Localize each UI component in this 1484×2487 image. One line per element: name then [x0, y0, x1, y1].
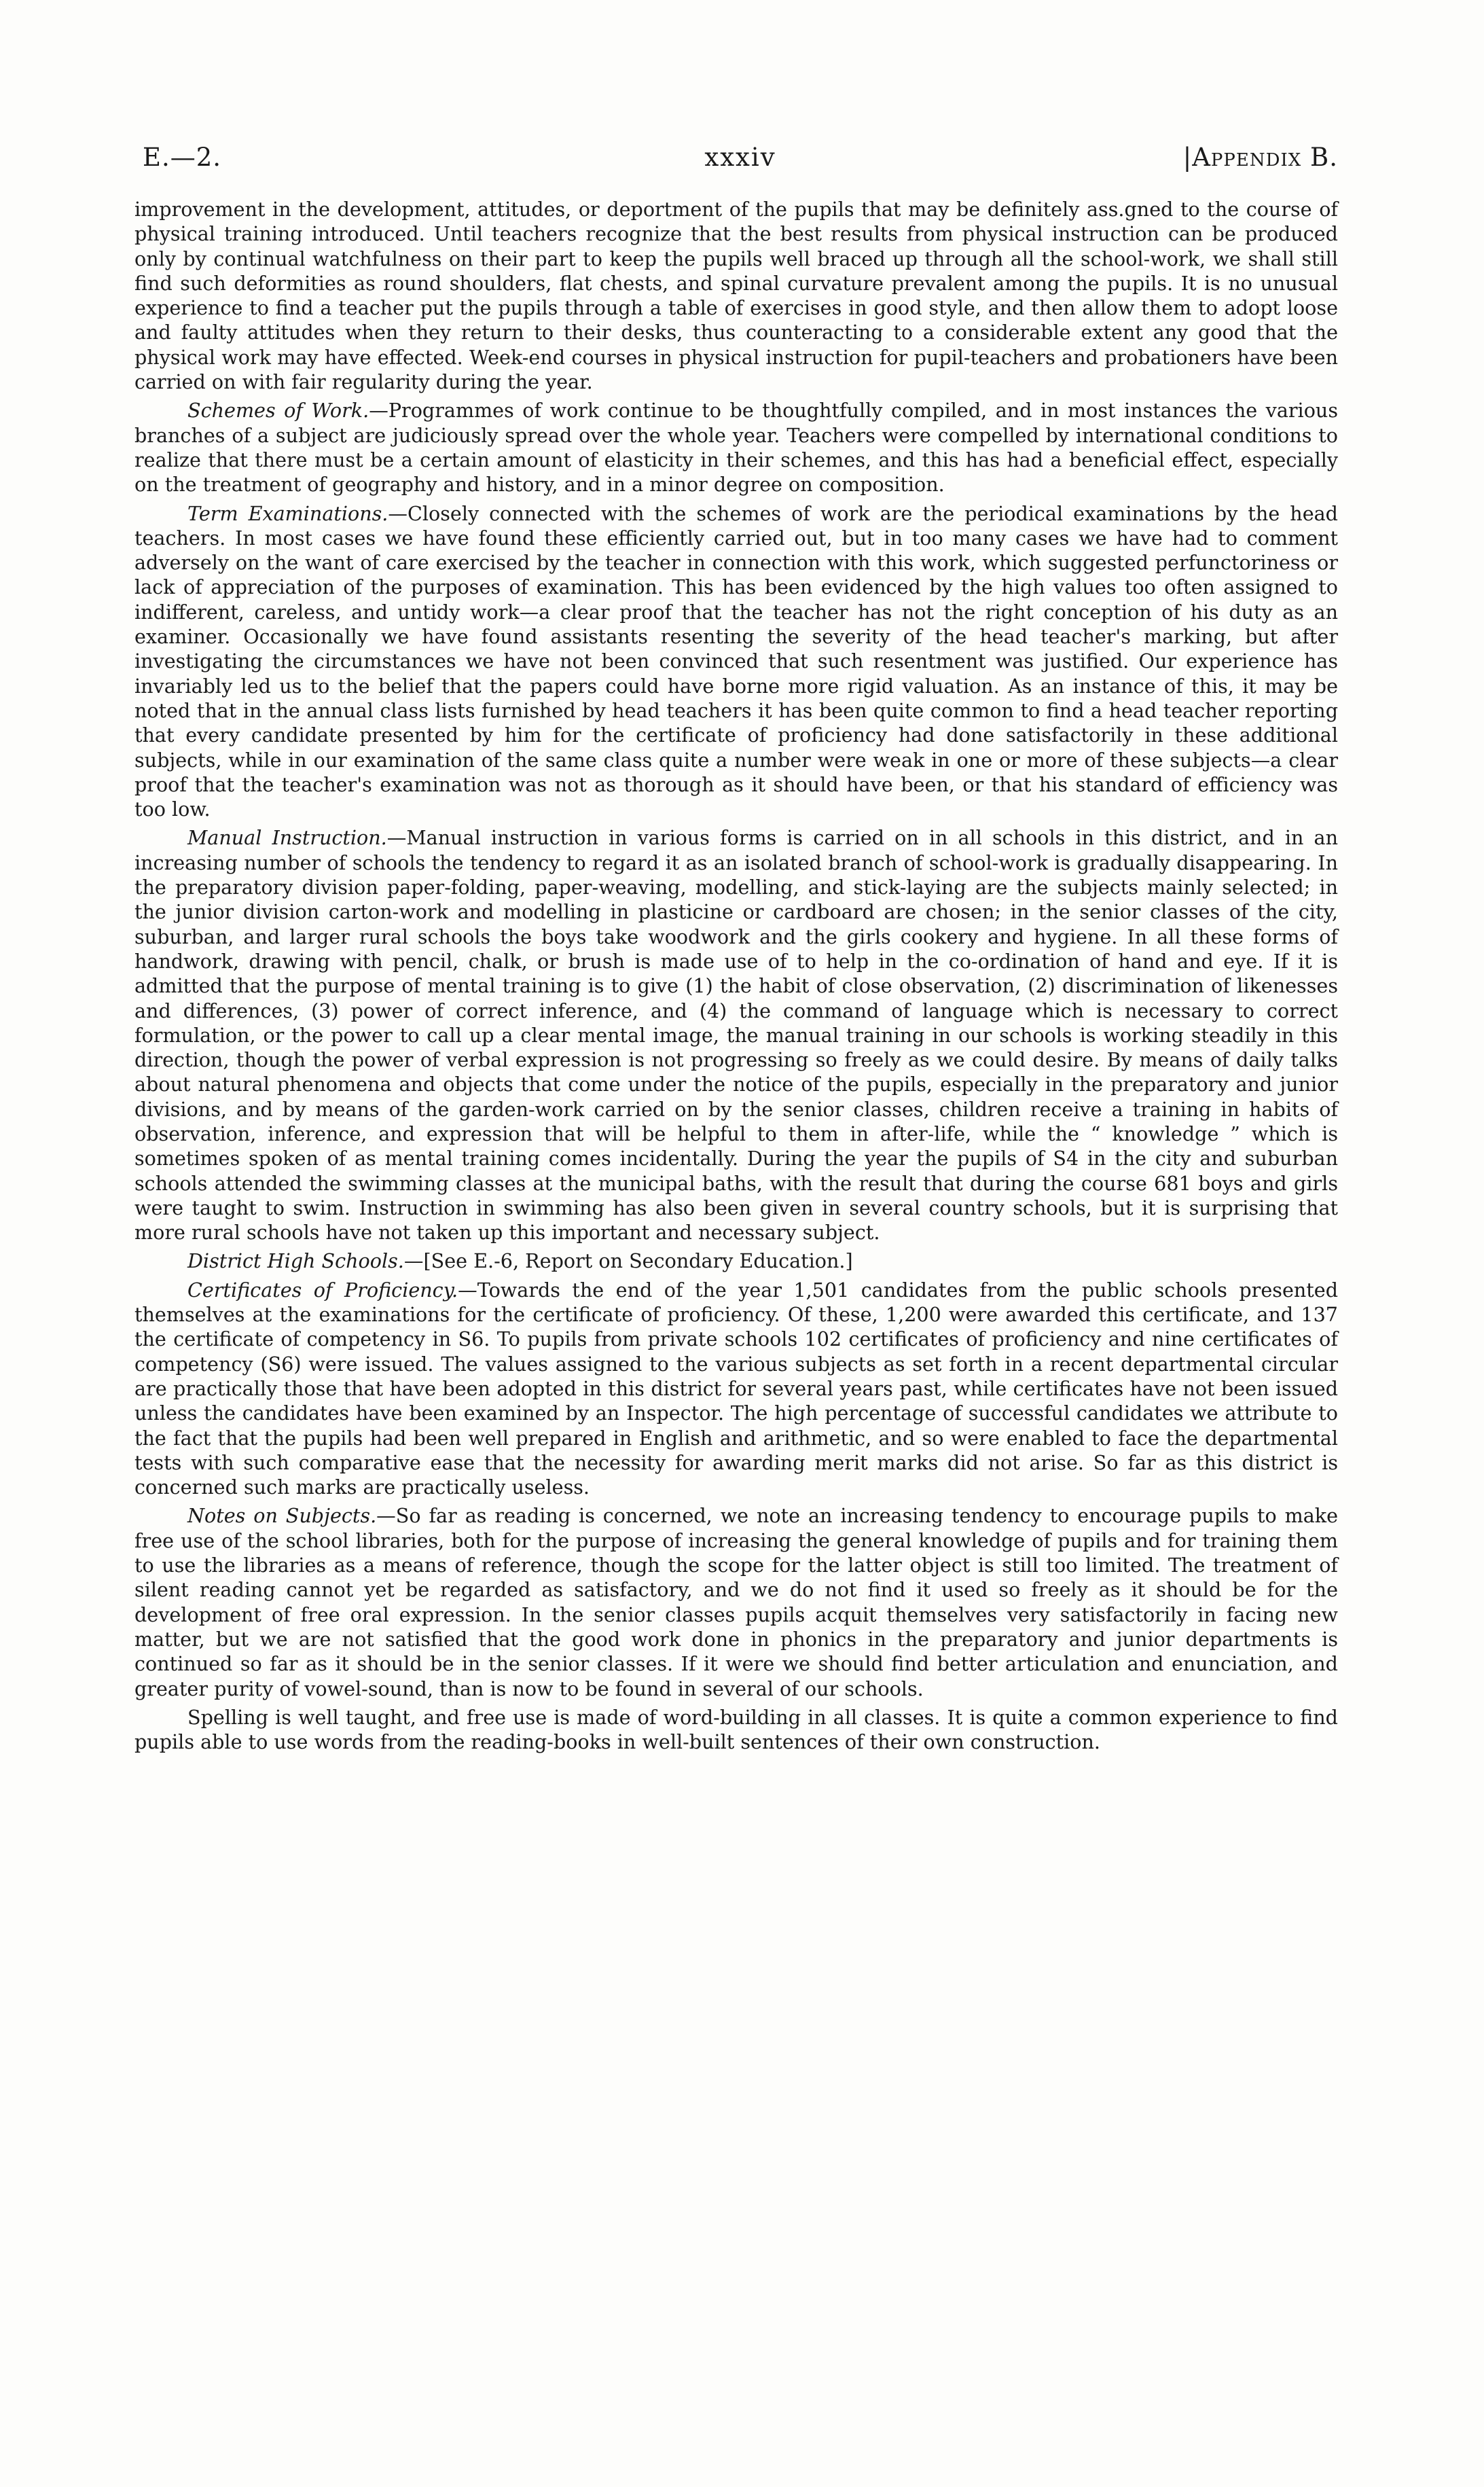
paragraph-text: —So far as reading is concerned, we note an increasing tendency to encourage pupils to make free use of the school libraries, both for the purpose of increasing the general knowledge of pupils and for training them to use the libraries as a means of reference, though the scope for the latter object is still too limited. The treatment of silent reading cannot yet be regarded as satisfactory, and we do not find it used so freely as it should be for the development of free oral expression. In the senior classes pupils acquit themselves very satisfactorily in facing new matter, but we are not satisfied that the good work done in phonics in the preparatory and junior departments is continued so far as it should be in the senior classes. If it were we should find better articulation and enunciation, and greater purity of vowel-sound, than is now to be found in several of our schools. — [134, 1504, 1338, 1700]
section-heading: Certificates of Proficiency. — [187, 1278, 458, 1302]
section-heading: Term Examinations. — [187, 501, 388, 525]
paragraph-text: —Programmes of work continue to be thoughtfully compiled, and in most instances the various branches of a subject are judiciously spread over the whole year. Teachers were compelled by international conditions to realize that there must be a certain amount of elasticity in their schemes, and this has had a beneficial effect, especially on the treatment of geography and history, and in a minor degree on composition. — [134, 399, 1339, 497]
appendix-label: |Appendix B. — [1182, 143, 1338, 172]
paragraph-certificates-of-proficiency — [134, 1278, 1338, 1500]
paragraph-manual-instruction — [134, 825, 1338, 1245]
paragraph-notes-on-subjects — [134, 1503, 1338, 1700]
paragraph-text: —Closely connected with the schemes of work are the periodical examinations by the head teachers. In most cases we have found these efficiently carried out, but in too many cases we have had to comment adversely on the want of care exercised by the teacher in connection with this work, which suggested perfunctoriness or lack of appreciation of the purposes of examination. This has been evidenced by the high values too often assigned to indifferent, careless, and untidy work—a clear proof that the teacher has not the right conception of his duty as an examiner. Occasionally we have found assistants resenting the severity of the head teacher's marking, but after investigating the circumstances we have not been convinced that such resentment was justified. Our experience has invariably led us to the belief that the papers could have borne more rigid valuation. As an instance of this, it may be noted that in the annual class lists furnished by head teachers it has been quite common to find a head teacher reporting that every candidate presented by him for the certificate of proficiency had done satisfactorily in these additional subjects, while in our examination of the same class quite a number were weak in one or more of these subjects—a clear proof that the teacher's examination was not as thorough as it should have been, or that his standard of efficiency was too low. — [134, 501, 1338, 821]
paragraph-text: —[See E.-6, Report on Secondary Education.] — [403, 1249, 853, 1273]
section-heading: Schemes of Work. — [187, 399, 369, 423]
document-code: E.—2. — [143, 143, 222, 172]
paragraph-term-examinations — [134, 501, 1338, 822]
paragraph-physical-training — [134, 197, 1338, 394]
section-heading: Manual Instruction. — [187, 826, 387, 850]
section-heading: District High Schools. — [187, 1249, 404, 1273]
page-header — [143, 143, 1338, 183]
paragraph-schemes-of-work — [134, 398, 1338, 497]
paragraph-text: —Manual instruction in various forms is carried on in all schools in this district, and in an increasing number of schools the tendency to regard it as an isolated branch of school-work is gradually disappearing. In the preparatory division paper-folding, paper-weaving, modelling, and stick-laying are the subjects mainly selected; in the junior division carton-work and modelling in plasticine or cardboard are chosen; in the senior classes of the city, suburban, and larger rural schools the boys take woodwork and the girls cookery and hygiene. In all these forms of handwork, drawing with pencil, chalk, or brush is made use of to help in the co-ordination of hand and eye. If it is admitted that the purpose of mental training is to give (1) the habit of close observation, (2) discrimination of likenesses and differences, (3) power of correct inference, and (4) the command of language which is necessary to correct formulation, or the power to call up a clear mental image, the manual training in our schools is working steadily in this direction, though the power of verbal expression is not progressing so freely as we could desire. By means of daily talks about natural phenomena and objects that come under the notice of the pupils, especially in the preparatory and junior divisions, and by means of the garden-work carried on by the senior classes, children receive a training in habits of observation, inference, and expression that will be helpful to them in after-life, while the “ knowledge ” which is sometimes spoken of as mental training comes incidentally. During the year the pupils of S4 in the city and suburban schools attended the swimming classes at the municipal baths, with the result that during the course 681 boys and girls were taught to swim. Instruction in swimming has also been given in several country schools, but it is surprising that more rural schools have not taken up this important and necessary subject. — [134, 826, 1338, 1245]
paragraph-text: Spelling is well taught, and free use is made of word-building in all classes. It is quite a common experience to find pupils able to use words from the reading-books in well-built sentences of their own construction. — [134, 1705, 1338, 1754]
paragraph-district-high-schools — [134, 1249, 1338, 1273]
report-body — [134, 197, 1338, 1754]
paragraph-text: improvement in the development, attitudes, or deportment of the pupils that may be definitely ass.gned to the course of physical training introduced. Until teachers recognize that the best results from physical instruction can be produced only by continual watchfulness on their part to keep the pupils well braced up through all the school-work, we shall still find such deformities as round shoulders, flat chests, and spinal curvature prevalent among the pupils. It is no unusual experience to find a teacher put the pupils through a table of exercises in good style, and then allow them to adopt loose and faulty attitudes when they return to their desks, thus counteracting to a considerable extent any good that the physical work may have effected. Week-end courses in physical instruction for pupil-teachers and probationers have been carried on with fair regularity during the year. — [134, 198, 1338, 394]
section-heading: Notes on Subjects. — [187, 1504, 377, 1528]
page-number: xxxiv — [704, 143, 776, 172]
paragraph-text: —Towards the end of the year 1,501 candidates from the public schools presented themselves at the examinations for the certificate of proficiency. Of these, 1,200 were awarded this certificate, and 137 the certificate of competency in S6. To pupils from private schools 102 certificates of proficiency and nine certificates of competency (S6) were issued. The values assigned to the various subjects as set forth in a recent departmental circular are practically those that have been adopted in this district for several years past, while certificates have not been issued unless the candidates have been examined by an Inspector. The high percentage of successful candidates we attribute to the fact that the pupils had been well prepared in English and arithmetic, and so were enabled to face the departmental tests with such comparative ease that the necessity for awarding merit marks did not arise. So far as this district is concerned such marks are practically useless. — [134, 1278, 1338, 1499]
paragraph-spelling — [134, 1705, 1338, 1755]
